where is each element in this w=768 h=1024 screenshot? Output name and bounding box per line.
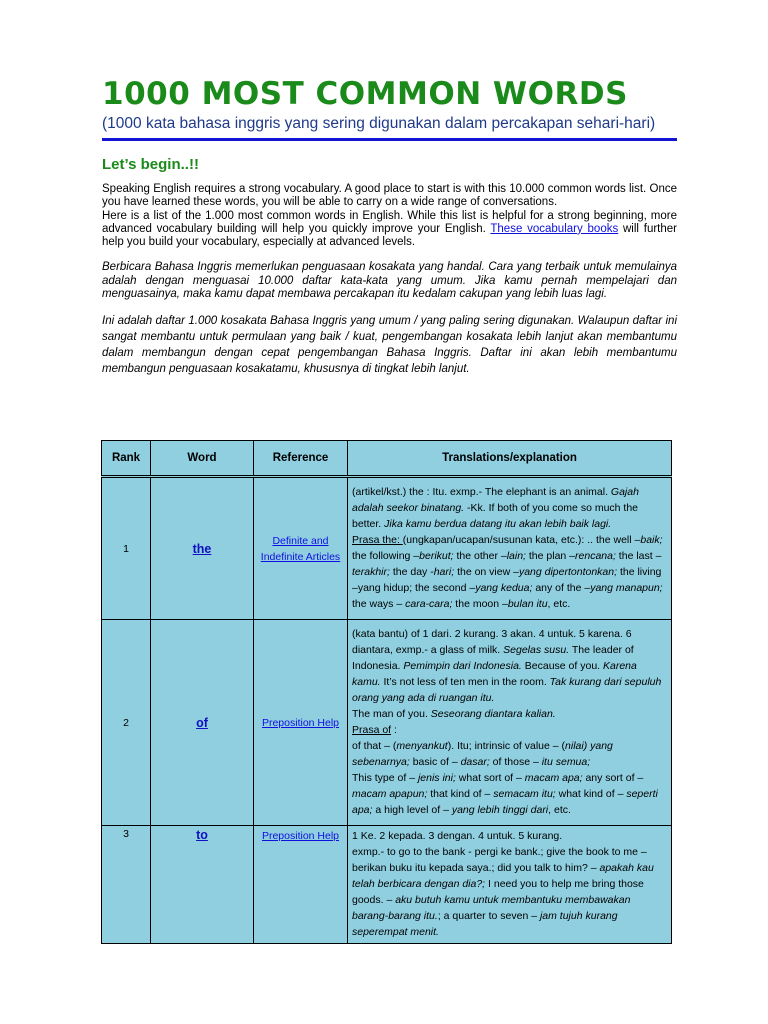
tr-text: Because of you. bbox=[521, 660, 603, 672]
tr-text: cara-cara; bbox=[405, 598, 453, 610]
reference-link-preposition[interactable]: Preposition Help bbox=[261, 830, 340, 842]
tr-text: Segelas susu. bbox=[503, 644, 570, 656]
intro-paragraph-indonesian-1: Berbicara Bahasa Inggris memerlukan penguasaan kosakata yang handal. Cara yang terbaik untuk memulainya adalah dengan menguasai 10.000 daftar kata-kata yang umum. Jika kamu pernah mempelajari dan menguasainya, maka kamu dapat membawa percakapan itu kedalam cakupan yang lebih luas lagi. bbox=[102, 261, 677, 301]
translation-cell bbox=[348, 826, 672, 944]
tr-text: , etc. bbox=[548, 804, 571, 816]
tr-text: macam apapun; bbox=[352, 788, 428, 800]
tr-text: the day - bbox=[389, 566, 434, 578]
tr-text: It’s not less of ten men in the room. bbox=[380, 676, 550, 688]
tr-text: The man of you. bbox=[352, 708, 431, 720]
word-cell bbox=[151, 826, 254, 944]
tr-text: Karena kamu. bbox=[352, 660, 637, 688]
rank-cell: 1 bbox=[102, 477, 151, 620]
tr-text: bulan itu bbox=[507, 598, 548, 610]
tr-text: Gajah adalah seekor binatang. bbox=[352, 486, 639, 514]
section-heading: Let’s begin..!! bbox=[102, 156, 199, 173]
tr-text: the on view – bbox=[454, 566, 519, 578]
table-header-row bbox=[102, 441, 672, 477]
vocabulary-books-link[interactable]: These vocabulary books bbox=[490, 222, 619, 235]
tr-text: Pemimpin dari Indonesia. bbox=[403, 660, 522, 672]
document-page bbox=[102, 74, 677, 377]
tr-text: hari; bbox=[433, 566, 455, 578]
document-subtitle: (1000 kata bahasa inggris yang sering digunakan dalam percakapan sehari-hari) bbox=[102, 114, 677, 141]
tr-text: macam apa; bbox=[524, 772, 583, 784]
tr-text: (ungkapan/ucapan/susunan kata, etc.): .. the well – bbox=[402, 534, 641, 546]
tr-text: berikut; bbox=[419, 550, 454, 562]
tr-text: the following – bbox=[352, 550, 420, 562]
table-row bbox=[102, 477, 672, 620]
tr-text: 1 Ke. 2 kepada. 3 dengan. 4 untuk. 5 kurang. bbox=[352, 830, 563, 842]
reference-cell bbox=[254, 477, 348, 620]
tr-text: what sort of – bbox=[455, 772, 525, 784]
tr-text: terakhir; bbox=[352, 566, 390, 578]
tr-text: lain; bbox=[506, 550, 526, 562]
tr-text: the moon – bbox=[452, 598, 508, 610]
tr-text: yang manapun; bbox=[590, 582, 663, 594]
document-title: 1000 MOST COMMON WORDS bbox=[102, 76, 628, 112]
tr-text: jam tujuh kurang seperempat menit. bbox=[352, 910, 618, 938]
reference-cell bbox=[254, 826, 348, 944]
reference-cell bbox=[254, 620, 348, 826]
tr-text: of that – ( bbox=[352, 740, 397, 752]
table-row bbox=[102, 620, 672, 826]
header-translations: Translations/explanation bbox=[348, 441, 672, 477]
word-link-of[interactable]: of bbox=[196, 715, 208, 730]
intro-text-3: will further help you build your vocabulary, especially at advanced levels. bbox=[102, 222, 677, 249]
tr-text: aku butuh kamu untuk membantuku membawakan barang-barang itu. bbox=[352, 894, 631, 922]
tr-text: sebenarnya; bbox=[352, 756, 410, 768]
tr-text: any sort of – bbox=[582, 772, 644, 784]
tr-text: any of the – bbox=[532, 582, 591, 594]
tr-text: Prasa the: bbox=[352, 534, 403, 546]
tr-text: menyankut bbox=[396, 740, 448, 752]
tr-text: Jika kamu berdua datang itu akan lebih baik lagi. bbox=[384, 518, 612, 530]
translation-cell bbox=[348, 620, 672, 826]
header-word: Word bbox=[151, 441, 254, 477]
common-words-table bbox=[101, 440, 672, 944]
tr-text: ) yang bbox=[583, 740, 613, 752]
tr-text: what kind of – bbox=[555, 788, 627, 800]
tr-text: the last – bbox=[615, 550, 662, 562]
tr-text: rencana; bbox=[575, 550, 616, 562]
reference-link-articles[interactable]: Definite and Indefinite Articles bbox=[260, 534, 341, 563]
tr-text: seperti apa; bbox=[352, 788, 658, 816]
tr-text: (artikel/kst.) the : Itu. exmp.- The elephant is an animal. bbox=[352, 486, 611, 498]
tr-text: This type of – bbox=[352, 772, 418, 784]
tr-text: Prasa of bbox=[352, 724, 392, 736]
tr-text: The leader of Indonesia. bbox=[352, 644, 634, 672]
tr-text: Tak kurang dari sepuluh orang yang ada di ruangan itu. bbox=[352, 676, 662, 704]
tr-text: yang dipertontonkan; bbox=[518, 566, 618, 578]
intro-paragraph-indonesian-2: Ini adalah daftar 1.000 kosakata Bahasa Inggris yang umum / yang paling sering digunakan. Walaupun daftar ini sangat membantu untuk permulaan yang baik / kuat, pengembangan kosakata lebih lanjut akan membantumu dalam membangun dengan cepat pengembangan Bahasa Inggris. Daftar ini akan lebih membantumu membangun penguasaan kosakatamu, khususnya di tingkat lebih lanjut. bbox=[102, 315, 677, 376]
tr-text: ). Itu; intrinsic of value – ( bbox=[447, 740, 566, 752]
tr-text: : bbox=[391, 724, 397, 736]
tr-text: dasar; bbox=[460, 756, 490, 768]
tr-text: I need you to help me bring those goods. – bbox=[352, 878, 644, 906]
tr-text: that kind of – bbox=[427, 788, 494, 800]
word-link-to[interactable]: to bbox=[196, 828, 208, 842]
tr-text: apakah kau telah berbicara dengan dia?; bbox=[352, 862, 654, 890]
word-link-the[interactable]: the bbox=[192, 541, 212, 556]
tr-text: nilai bbox=[565, 740, 584, 752]
tr-text: the plan – bbox=[525, 550, 576, 562]
intro-text-2: Here is a list of the 1.000 most common words in English. While this list is helpful for a strong beginning, more advanced vocabulary building will help you quickly improve your English. bbox=[102, 209, 677, 235]
word-cell bbox=[151, 477, 254, 620]
rank-cell: 3 bbox=[102, 826, 151, 944]
intro-paragraph-english bbox=[102, 183, 677, 249]
tr-text: the other – bbox=[453, 550, 507, 562]
tr-text: ; a quarter to seven – bbox=[437, 910, 540, 922]
tr-text: baik; bbox=[640, 534, 663, 546]
reference-link-preposition[interactable]: Preposition Help bbox=[261, 716, 340, 729]
tr-text: a high level of – bbox=[372, 804, 452, 816]
header-rank: Rank bbox=[102, 441, 151, 477]
tr-text: basic of – bbox=[409, 756, 461, 768]
rank-cell: 2 bbox=[102, 620, 151, 826]
tr-text: yang lebih tinggi dari bbox=[451, 804, 549, 816]
tr-text: jenis ini; bbox=[417, 772, 456, 784]
translation-cell bbox=[348, 477, 672, 620]
tr-text: yang kedua; bbox=[475, 582, 533, 594]
table-row bbox=[102, 826, 672, 944]
tr-text: exmp.- to go to the bank - pergi ke bank.; give the book to me – berikan buku itu kepada saya.; did you talk to him? – bbox=[352, 846, 647, 874]
tr-text: (kata bantu) of 1 dari. 2 kurang. 3 akan. 4 untuk. 5 karena. 6 diantara, exmp.- a glass of milk. bbox=[352, 628, 632, 656]
tr-text: Seseorang diantara kalian. bbox=[430, 708, 556, 720]
tr-text: semacam itu; bbox=[493, 788, 556, 800]
word-cell bbox=[151, 620, 254, 826]
tr-text: -Kk. If both of you come so much the better. bbox=[352, 502, 639, 530]
tr-text: the ways – bbox=[352, 598, 406, 610]
tr-text: itu semua; bbox=[541, 756, 591, 768]
intro-text-1: Speaking English requires a strong vocabulary. A good place to start is with this 10.000 common words list. Once you have learned these words, you will be able to carry on a wide range of conversations. bbox=[102, 183, 677, 209]
tr-text: , etc. bbox=[547, 598, 571, 610]
tr-text: of those – bbox=[489, 756, 542, 768]
header-reference: Reference bbox=[254, 441, 348, 477]
tr-text: the living –yang hidup; the second – bbox=[352, 566, 662, 594]
